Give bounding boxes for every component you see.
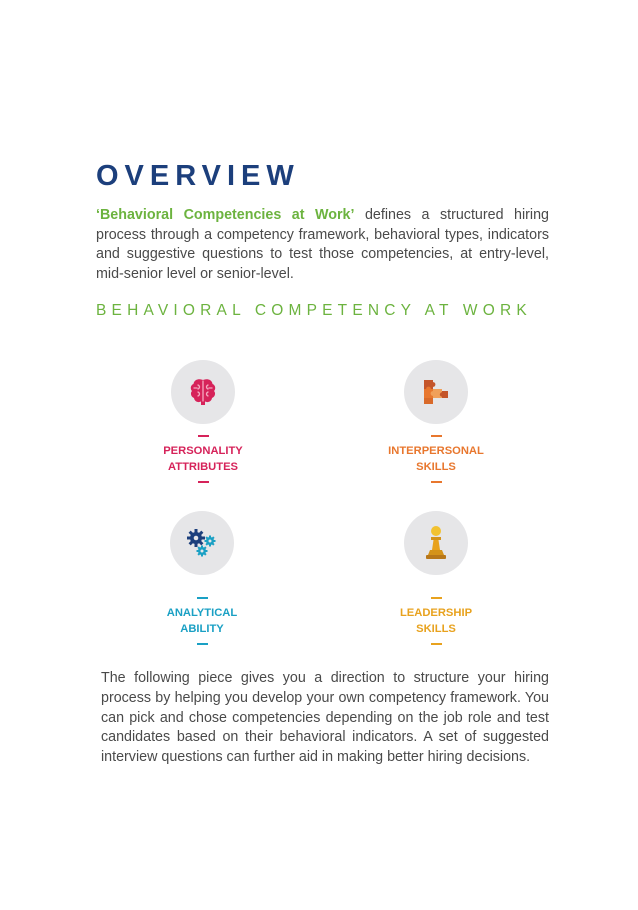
label-dash-bottom [198,481,209,483]
competency-label-line2: SKILLS [416,461,456,473]
icon-circle [404,511,468,575]
competency-interpersonal-skills [346,360,526,483]
intro-paragraph [96,206,549,284]
brain-icon [189,377,217,407]
label-dash-top [431,435,442,437]
label-dash-bottom [431,643,442,645]
chess-pawn-icon [423,525,449,561]
gears-icon [185,527,219,559]
competency-label-line1: ANALYTICAL [166,607,238,619]
competency-label-line1: LEADERSHIP [399,607,473,619]
label-dash-top [197,597,208,599]
icon-circle [171,360,235,424]
competency-label-line2: ATTRIBUTES [167,461,239,473]
competency-label-line2: SKILLS [416,623,456,635]
competency-leadership-skills [346,511,526,645]
outro-paragraph: The following piece gives you a direction to structure your hiring process by helping you develop your own competency framework. You can pick and chose competencies depending on the job role and test candidates based on their behavioral indicators. A set of suggested interview questions can further aid in making better hiring decisions. [101,670,549,766]
puzzle-icon [420,377,452,407]
label-dash-bottom [197,643,208,645]
competency-label-line1: INTERPERSONAL [388,445,484,457]
competency-label-line1: PERSONALITY [163,445,243,457]
competency-label-line2: ABILITY [180,623,224,635]
icon-circle [170,511,234,575]
competency-analytical-ability [112,511,292,645]
icon-circle [404,360,468,424]
intro-highlight: ‘Behavioral Competencies at Work’ [96,207,355,223]
label-dash-bottom [431,481,442,483]
competency-personality-attributes [113,360,293,483]
page-title: OVERVIEW [96,160,300,192]
label-dash-top [431,597,442,599]
label-dash-top [198,435,209,437]
section-title: BEHAVIORAL COMPETENCY AT WORK [96,302,532,319]
intro-text: defines a structured hiring process through a competency framework, behavioral types, indicators and suggestive questions to test those competencies, at entry-level, mid-senior level or senior-level. [96,207,550,282]
